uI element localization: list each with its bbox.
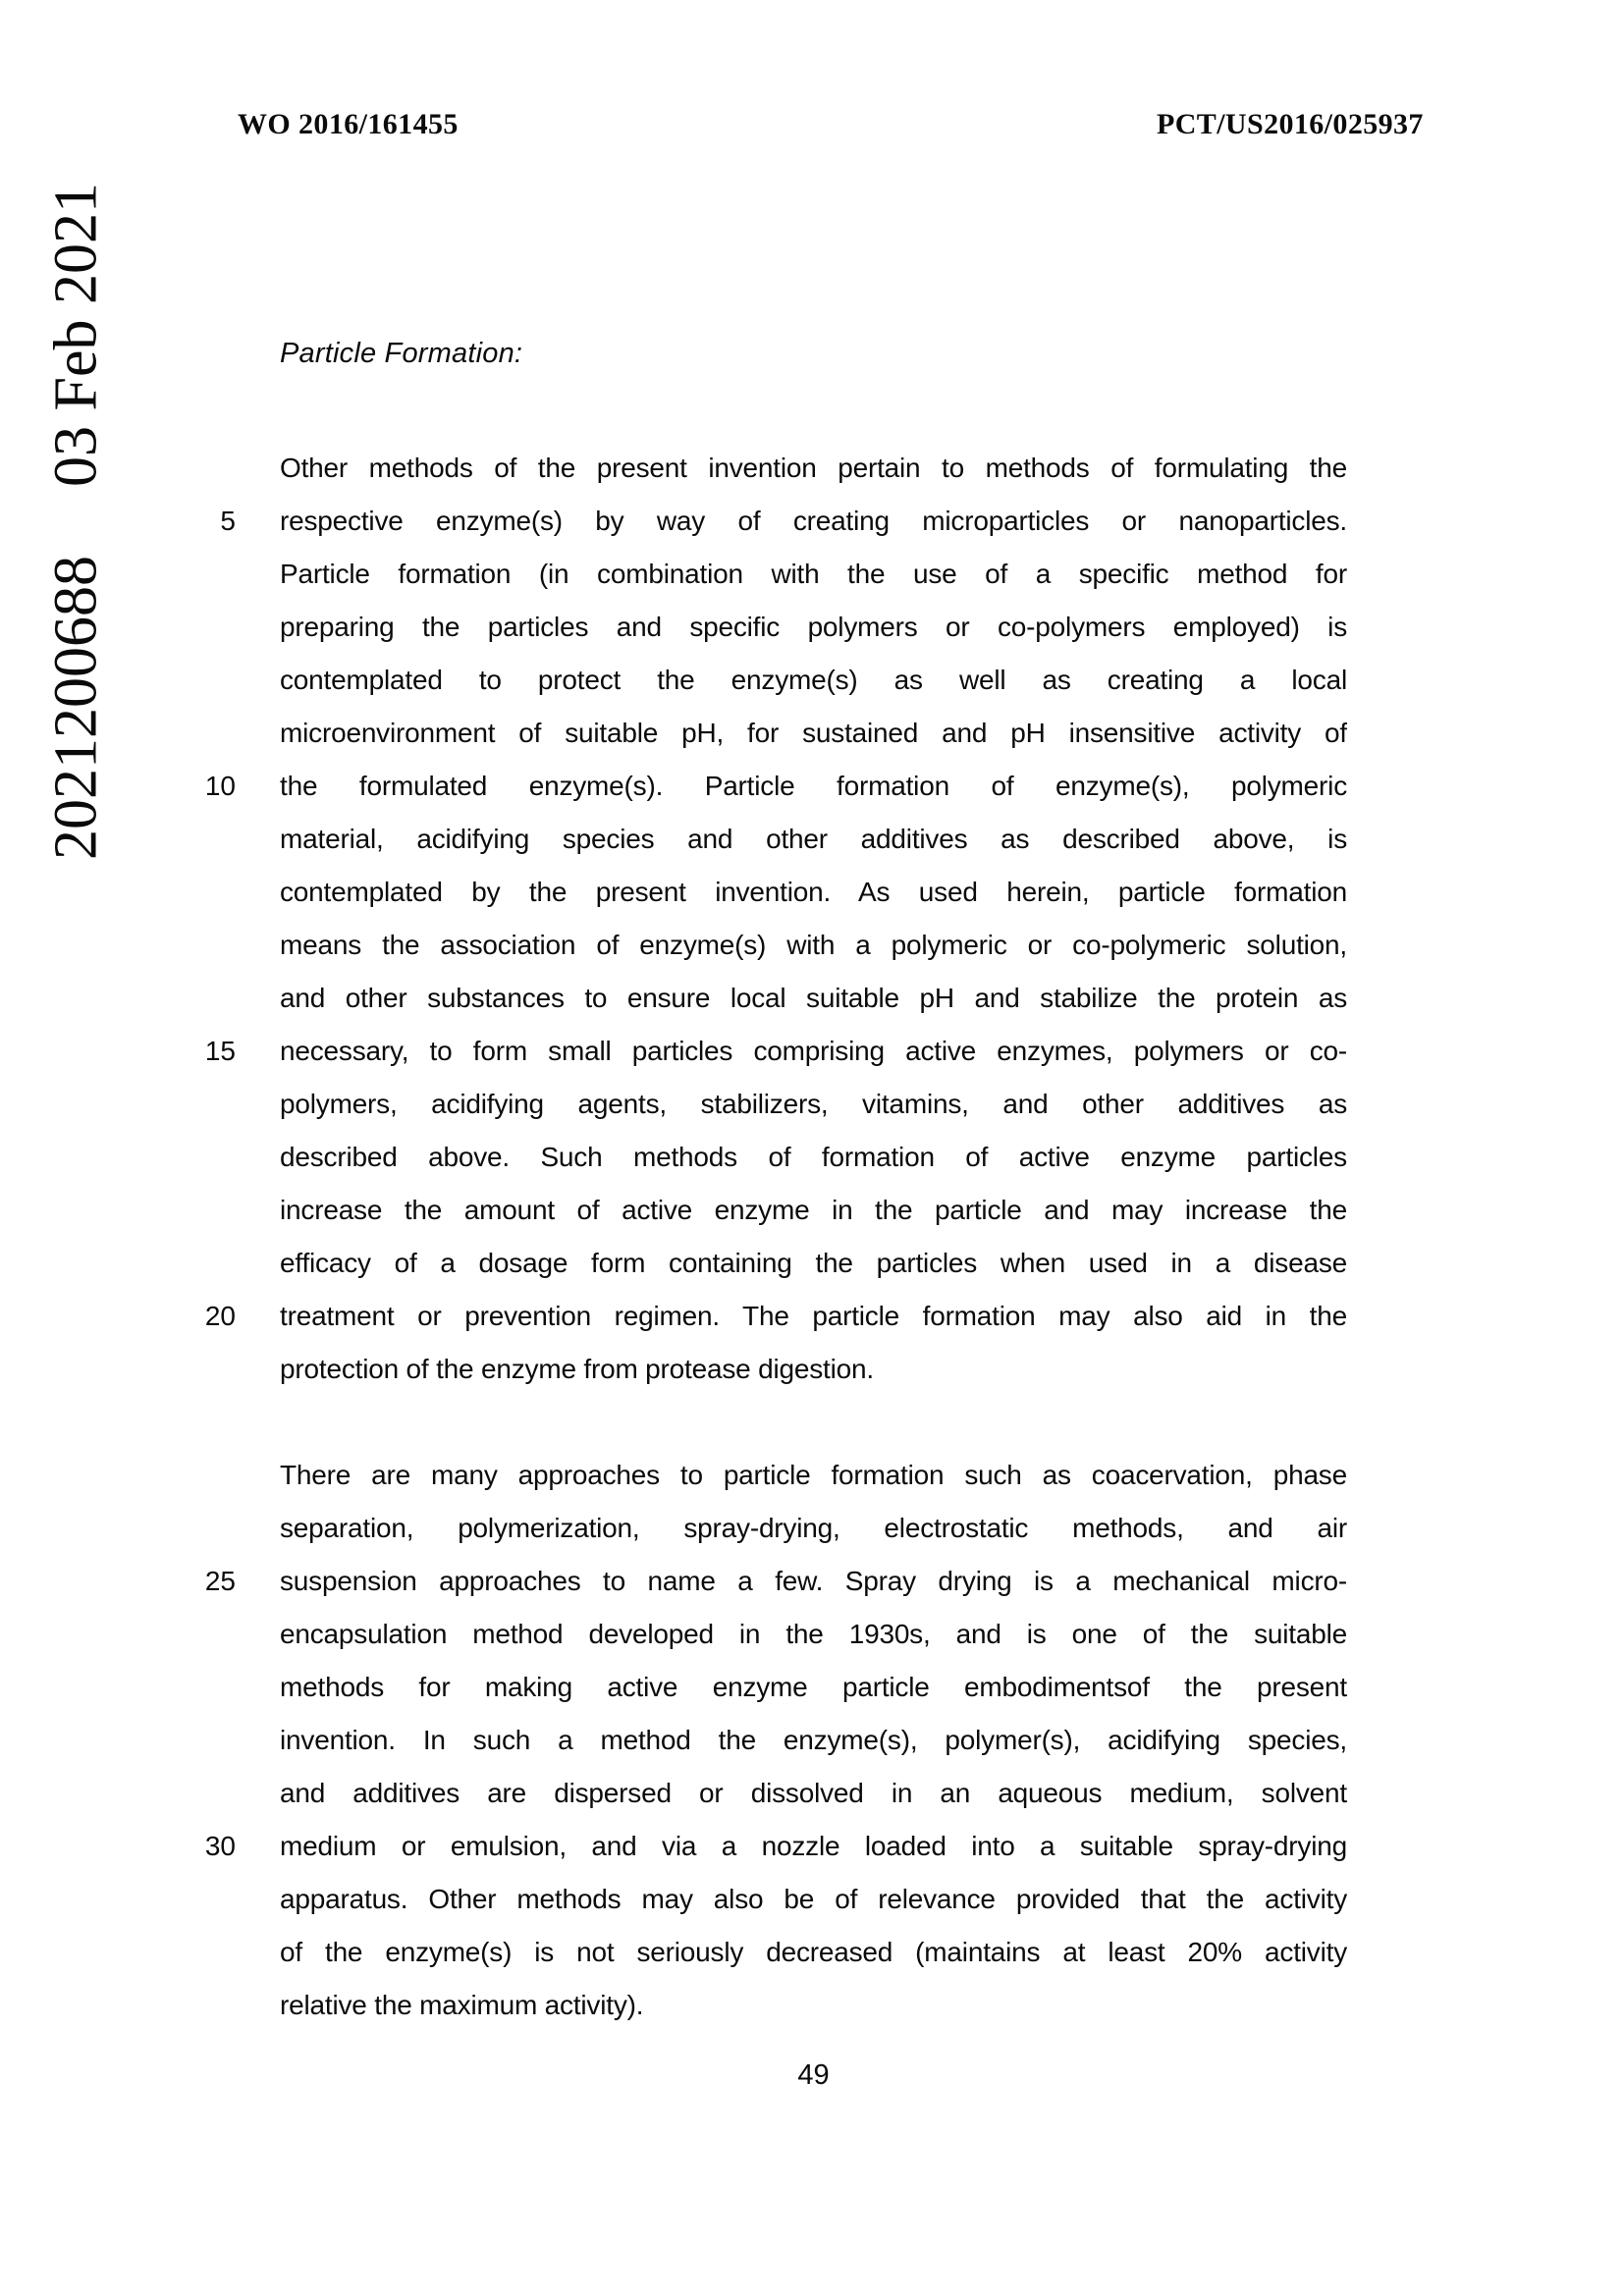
text-line (191, 1290, 1347, 1343)
text-line (191, 1502, 1347, 1555)
pct-application-number: PCT/US2016/025937 (1157, 108, 1424, 140)
line-number: 25 (204, 1566, 236, 1596)
line-text: Other methods of the present invention pertain to methods of formulating the (280, 453, 1347, 483)
stamp-application-number: 2021200688 (42, 556, 110, 860)
text-line (191, 442, 1347, 495)
text-line (191, 919, 1347, 972)
line-text: microenvironment of suitable pH, for sustained and pH insensitive activity of (280, 718, 1347, 748)
line-text: medium or emulsion, and via a nozzle loaded into a suitable spray-drying (280, 1831, 1347, 1861)
text-line (191, 548, 1347, 601)
line-text: preparing the particles and specific polymers or co-polymers employed) is (280, 612, 1347, 642)
page-number: 49 (797, 2059, 830, 2091)
text-line (191, 1608, 1347, 1661)
stamp-date: 03 Feb 2021 (42, 183, 110, 487)
line-text: apparatus. Other methods may also be of relevance provided that the activity (280, 1884, 1347, 1914)
text-line (191, 1926, 1347, 1979)
line-text: separation, polymerization, spray-drying, electrostatic methods, and air (280, 1513, 1347, 1543)
text-line (191, 1873, 1347, 1926)
text-line (191, 1025, 1347, 1078)
line-text: of the enzyme(s) is not seriously decreased (maintains at least 20% activity (280, 1937, 1347, 1967)
line-text: treatment or prevention regimen. The particle formation may also aid in the (280, 1301, 1347, 1331)
line-text: There are many approaches to particle formation such as coacervation, phase (280, 1460, 1347, 1490)
paragraph (191, 442, 1347, 1396)
body-text (191, 442, 1347, 2032)
text-line (191, 813, 1347, 866)
text-line (191, 1555, 1347, 1608)
text-line (191, 707, 1347, 760)
text-line (191, 972, 1347, 1025)
text-line (191, 601, 1347, 654)
line-text: respective enzyme(s) by way of creating microparticles or nanoparticles. (280, 506, 1347, 536)
line-number: 30 (204, 1831, 236, 1861)
line-text: relative the maximum activity). (280, 1990, 644, 2020)
text-line (191, 1714, 1347, 1767)
line-number: 10 (204, 771, 236, 801)
line-text: contemplated by the present invention. As used herein, particle formation (280, 877, 1347, 907)
text-line (191, 1237, 1347, 1290)
line-number: 20 (204, 1301, 236, 1331)
line-number: 5 (220, 506, 236, 536)
line-text: suspension approaches to name a few. Spray drying is a mechanical micro- (280, 1566, 1347, 1596)
line-text: protection of the enzyme from protease digestion. (280, 1354, 874, 1384)
line-text: necessary, to form small particles comprising active enzymes, polymers or co- (280, 1036, 1347, 1066)
priority-date-stamp (42, 183, 112, 860)
text-line (191, 1979, 1347, 2032)
text-line (191, 760, 1347, 813)
section-title: Particle Formation: (280, 338, 523, 369)
text-line (191, 1131, 1347, 1184)
text-line (191, 654, 1347, 707)
line-text: the formulated enzyme(s). Particle formation of enzyme(s), polymeric (280, 771, 1347, 801)
text-line (191, 1343, 1347, 1396)
line-text: material, acidifying species and other additives as described above, is (280, 824, 1347, 854)
line-text: contemplated to protect the enzyme(s) as well as creating a local (280, 665, 1347, 695)
line-text: means the association of enzyme(s) with a polymeric or co-polymeric solution, (280, 930, 1347, 960)
line-number: 15 (204, 1036, 236, 1066)
text-line (191, 1661, 1347, 1714)
text-line (191, 1820, 1347, 1873)
line-text: invention. In such a method the enzyme(s), polymer(s), acidifying species, (280, 1725, 1347, 1755)
text-line (191, 866, 1347, 919)
text-line (191, 1078, 1347, 1131)
paragraph (191, 1449, 1347, 2032)
line-text: polymers, acidifying agents, stabilizers, vitamins, and other additives as (280, 1089, 1347, 1119)
text-line (191, 495, 1347, 548)
line-text: encapsulation method developed in the 1930s, and is one of the suitable (280, 1619, 1347, 1649)
line-text: increase the amount of active enzyme in the particle and may increase the (280, 1195, 1347, 1225)
line-text: Particle formation (in combination with the use of a specific method for (280, 559, 1347, 589)
line-text: described above. Such methods of formation of active enzyme particles (280, 1142, 1347, 1172)
text-line (191, 1449, 1347, 1502)
line-text: methods for making active enzyme particle embodimentsof the present (280, 1672, 1347, 1702)
text-line (191, 1184, 1347, 1237)
line-text: and other substances to ensure local suitable pH and stabilize the protein as (280, 983, 1347, 1013)
publication-number: WO 2016/161455 (238, 108, 459, 140)
line-text: and additives are dispersed or dissolved in an aqueous medium, solvent (280, 1778, 1347, 1808)
text-line (191, 1767, 1347, 1820)
line-text: efficacy of a dosage form containing the particles when used in a disease (280, 1248, 1347, 1278)
